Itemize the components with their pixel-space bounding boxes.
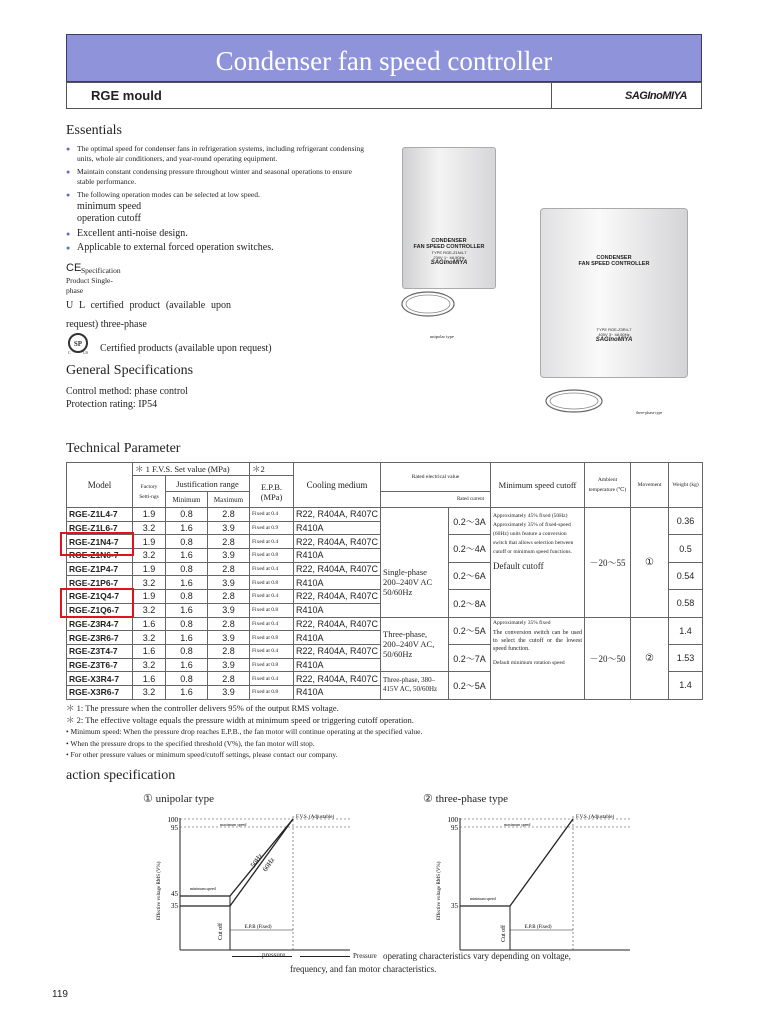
min-speed-label: minimum speed	[190, 886, 216, 891]
cell-model: RGE-X3R4-7	[67, 672, 133, 686]
cell-max: 3.9	[208, 685, 250, 699]
cutoff-label: Cut off	[501, 924, 507, 942]
min-speed-label: minimum speed	[470, 896, 496, 901]
max-speed-label: maximum speed	[504, 822, 531, 827]
cell-medium: R410A	[294, 631, 381, 645]
min-speed-note: Approximately 45% fixed (50Hz) Approximately 35% of fixed-speed (60Hz) units feature a conversion switch that allows selection between cutoff or minimum speed functions.	[493, 513, 574, 555]
action-spec-heading: action specification	[66, 768, 176, 783]
cell-model: RGE-Z1P4-7	[67, 562, 133, 576]
cell-min: 1.6	[166, 549, 208, 563]
curve-60hz	[180, 819, 293, 906]
cell-voltage-single: Single-phase 200–240V AC 50/60Hz	[381, 508, 449, 618]
cell-max: 2.8	[208, 617, 250, 631]
cell-min: 0.8	[166, 508, 208, 522]
cell-weight: 0.36	[669, 508, 703, 535]
cell-epb: Fixed at 0.4	[250, 508, 294, 522]
cell-medium: R22, R404A, R407C	[294, 644, 381, 658]
cell-model: RGE-Z1N4-7	[67, 535, 133, 549]
highlight-box	[60, 588, 134, 618]
photo-label: 230V 1~ 4A 50Hz	[433, 255, 465, 260]
min-speed-note: Approximately 35% fixed	[493, 619, 551, 626]
min-speed-default: Default minimum rotation speed	[493, 659, 565, 666]
cell-max: 3.9	[208, 521, 250, 535]
cell-max: 3.9	[208, 549, 250, 563]
highlight-box	[60, 532, 134, 556]
cell-model: RGE-Z1Q6-7	[67, 603, 133, 617]
cell-max: 2.8	[208, 535, 250, 549]
mode-minimum-speed: minimum speed	[77, 201, 142, 212]
photo-label: CONDENSER	[596, 255, 632, 261]
cell-current: 0.2～8A	[449, 590, 491, 617]
page-title: Condenser fan speed controller	[66, 34, 702, 82]
ce-text: Specification Product Single-phase	[66, 266, 121, 295]
cell-medium: R22, R404A, R407C	[294, 672, 381, 686]
min-speed-note: The conversion switch can be used to select the cutoff or the lowest speed function.	[493, 629, 583, 652]
cell-factory: 1.9	[133, 508, 166, 522]
cell-epb: Fixed at 0.4	[250, 590, 294, 604]
cell-factory: 1.9	[133, 590, 166, 604]
cell-min: 0.8	[166, 644, 208, 658]
note-3: • Minimum speed: When the pressure drop reaches E.P.B., the fan motor will continue operating at the specified value.	[66, 727, 423, 737]
cell-min: 0.8	[166, 590, 208, 604]
page-number: 119	[52, 989, 68, 1000]
cell-medium: R22, R404A, R407C	[294, 590, 381, 604]
y-tick: 45	[171, 890, 178, 898]
cell-min-speed-single	[491, 508, 585, 618]
photo-label: TYPE RGE-Z1N4-7	[431, 250, 467, 255]
y-tick: 35	[451, 902, 458, 910]
cell-model: RGE-Z1L6-7	[67, 521, 133, 535]
cell-weight: 1.53	[669, 644, 703, 671]
curve-label-50hz: 50Hz	[249, 852, 265, 870]
csa-logo-icon	[66, 331, 90, 355]
cell-factory: 3.2	[133, 603, 166, 617]
svg-text:C: C	[68, 350, 71, 355]
control-method: Control method: phase control	[66, 386, 188, 397]
brand-logo: SAGInoMIYA	[624, 90, 687, 102]
col-epb-star: ＊2	[250, 463, 294, 476]
table-row	[67, 617, 703, 631]
y-tick: 95	[171, 824, 178, 832]
col-weight: Weight (kg)	[669, 463, 703, 508]
cell-factory: 3.2	[133, 631, 166, 645]
svg-text:SP: SP	[73, 340, 83, 348]
photo-caption: three-phase type	[636, 410, 663, 415]
three-phase-controller-photo	[540, 208, 688, 378]
curve-label-60hz: 60Hz	[261, 856, 277, 874]
col-maximum: Maximum	[208, 492, 250, 508]
note-2: ＊ 2: The effective voltage equals the pressure width at minimum speed or triggering cutoff operation.	[66, 714, 414, 725]
cell-factory: 3.2	[133, 549, 166, 563]
col-epb: E.P.B. (MPa)	[250, 476, 294, 508]
col-cooling: Cooling medium	[294, 463, 381, 508]
essentials-list	[66, 144, 366, 200]
essentials-list-large	[66, 227, 366, 255]
cell-factory: 1.6	[133, 672, 166, 686]
col-min-speed: Minimum speed cutoff	[491, 463, 585, 508]
cell-model: RGE-X3R6-7	[67, 685, 133, 699]
notes	[66, 703, 706, 761]
cell-min-speed-three	[491, 617, 585, 699]
cell-epb: Fixed at 0.8	[250, 631, 294, 645]
cell-weight: 0.58	[669, 590, 703, 617]
photo-label: TYPE RGE-Z3R4-7	[596, 327, 632, 332]
capillary-tube-icon	[396, 286, 466, 326]
divider	[551, 83, 552, 108]
cell-factory: 1.6	[133, 617, 166, 631]
cell-medium: R410A	[294, 521, 381, 535]
unipolar-characteristic-graph	[150, 810, 370, 958]
cell-model: RGE-Z3R4-7	[67, 617, 133, 631]
photo-brand: SAGInoMIYA	[430, 260, 468, 266]
cell-model: RGE-Z1Q4-7	[67, 590, 133, 604]
fvs-label: F.V.S. (Adjustable)	[576, 815, 615, 820]
cell-epb: Fixed at 0.4	[250, 562, 294, 576]
cell-movement: ①	[631, 508, 669, 618]
y-tick: 95	[451, 824, 458, 832]
pressure-axis-label: pressure	[262, 951, 286, 959]
cell-medium: R410A	[294, 685, 381, 699]
operating-note: operating characteristics vary depending on voltage,	[383, 951, 571, 961]
cell-medium: R410A	[294, 576, 381, 590]
col-minimum: Minimum	[166, 492, 208, 508]
cell-model: RGE-Z1L4-7	[67, 508, 133, 522]
cell-medium: R22, R404A, R407C	[294, 508, 381, 522]
ce-mark-icon: CE	[66, 262, 82, 274]
y-tick: 100	[447, 816, 458, 824]
essentials-heading: Essentials	[66, 123, 122, 138]
list-item: ● The optimal speed for condenser fans in refrigeration systems, including refrigerant condensing units, whole air conditioners, and year-round operating equipment.	[66, 144, 366, 164]
photo-brand: SAGInoMIYA	[595, 337, 633, 343]
y-axis-label: Effective voltage RMS (V%)	[157, 861, 162, 920]
cell-weight: 1.4	[669, 617, 703, 644]
protection-rating: Protection rating: IP54	[66, 399, 158, 410]
cell-medium: R22, R404A, R407C	[294, 535, 381, 549]
photo-label: FAN SPEED CONTROLLER	[413, 244, 485, 250]
photo-label: FAN SPEED CONTROLLER	[578, 261, 650, 267]
min-speed-default: Default cutoff	[493, 561, 544, 571]
general-spec-heading: General Specifications	[66, 363, 194, 378]
three-phase-characteristic-graph	[430, 810, 650, 958]
note-4: • When the pressure drops to the specified threshold (V%), the fan motor will stop.	[66, 738, 315, 748]
cell-epb: Fixed at 0.4	[250, 672, 294, 686]
cell-model: RGE-Z3T4-7	[67, 644, 133, 658]
y-tick: 35	[171, 902, 178, 910]
photo-label: 400V 3~ 4A 50Hz	[598, 332, 630, 337]
subtitle-bar	[66, 82, 702, 109]
cell-min: 1.6	[166, 521, 208, 535]
cell-factory: 3.2	[133, 658, 166, 672]
tech-param-heading: Technical Parameter	[66, 441, 181, 456]
cell-current: 0.2～5A	[449, 617, 491, 644]
col-fvs: ＊ 1 F.V.S. Set value (MPa)	[133, 463, 250, 476]
cell-current: 0.2～7A	[449, 644, 491, 671]
cell-medium: R410A	[294, 658, 381, 672]
cell-max: 2.8	[208, 562, 250, 576]
cell-weight: 0.54	[669, 562, 703, 589]
cell-ambient: －20～50	[585, 617, 631, 699]
tech-param-table	[66, 462, 703, 700]
col-factory: Factory Setti-ngs	[133, 476, 166, 508]
max-speed-label: maximum speed	[220, 822, 247, 827]
cell-min: 0.8	[166, 672, 208, 686]
cell-ambient: －20～55	[585, 508, 631, 618]
cell-max: 2.8	[208, 508, 250, 522]
fvs-label: F.V.S. (Adjustable)	[296, 815, 335, 820]
cell-current: 0.2～5A	[449, 672, 491, 699]
cell-factory: 1.9	[133, 562, 166, 576]
cutoff-label: Cut off	[218, 922, 224, 940]
svg-text:US: US	[83, 350, 89, 355]
note-5: • For other pressure values or minimum speed/cutoff settings, please contact our company.	[66, 750, 338, 760]
cell-medium: R410A	[294, 549, 381, 563]
cell-epb: Fixed at 0.4	[250, 535, 294, 549]
cell-medium: R410A	[294, 603, 381, 617]
cell-factory: 1.9	[133, 535, 166, 549]
cell-min: 0.8	[166, 535, 208, 549]
csa-text: Certified products (available upon request)	[100, 343, 272, 354]
cell-model: RGE-Z1P6-7	[67, 576, 133, 590]
cell-max: 2.8	[208, 672, 250, 686]
cell-weight: 1.4	[669, 672, 703, 699]
list-item: ● The following operation modes can be selected at low speed.	[66, 190, 366, 200]
cell-factory: 3.2	[133, 685, 166, 699]
cell-medium: R22, R404A, R407C	[294, 617, 381, 631]
list-item: ● Maintain constant condensing pressure throughout winter and seasonal operations to ensure stable performance.	[66, 167, 366, 187]
list-item: ● Applicable to external forced operation switches.	[66, 241, 366, 255]
cell-epb: Fixed at 0.8	[250, 658, 294, 672]
cell-model: RGE-Z1N6-7	[67, 549, 133, 563]
unipolar-title: ① unipolar type	[143, 793, 214, 805]
cell-epb: Fixed at 0.8	[250, 603, 294, 617]
col-model: Model	[67, 463, 133, 508]
cell-max: 3.9	[208, 603, 250, 617]
cell-max: 3.9	[208, 631, 250, 645]
cell-voltage-three-200: Three-phase, 200–240V AC, 50/60Hz	[381, 617, 449, 672]
cell-factory: 3.2	[133, 576, 166, 590]
cell-factory: 3.2	[133, 521, 166, 535]
list-item: ● Excellent anti-noise design.	[66, 227, 366, 241]
cell-min: 1.6	[166, 631, 208, 645]
cell-min: 1.6	[166, 685, 208, 699]
cell-current: 0.2～3A	[449, 508, 491, 535]
ul-text: U L certified product (available upon request) three-phase	[66, 300, 231, 330]
col-ambient: Ambient temperature (℃)	[585, 463, 631, 508]
cell-max: 2.8	[208, 644, 250, 658]
photo-caption: unipolar type	[430, 334, 454, 339]
cell-min: 1.6	[166, 603, 208, 617]
col-movement: Movement	[631, 463, 669, 508]
cell-factory: 1.6	[133, 644, 166, 658]
cell-weight: 0.5	[669, 535, 703, 562]
cell-epb: Fixed at 0.8	[250, 685, 294, 699]
cell-min: 1.6	[166, 576, 208, 590]
y-axis-label: Effective voltage RMS (V%)	[437, 861, 442, 920]
table-row	[67, 508, 703, 522]
cell-movement: ②	[631, 617, 669, 699]
cell-voltage-three-380: Three-phase, 380–415V AC, 50/60Hz	[381, 672, 449, 699]
cell-min: 1.6	[166, 658, 208, 672]
cell-max: 2.8	[208, 590, 250, 604]
col-rated-current: Rated current	[381, 492, 491, 508]
col-rated-voltage: Rated electrical value	[381, 463, 491, 492]
cell-model: RGE-Z3T6-7	[67, 658, 133, 672]
operating-note-2: frequency, and fan motor characteristics.	[290, 964, 437, 974]
cell-current: 0.2～4A	[449, 535, 491, 562]
cell-epb: Fixed at 0.4	[250, 644, 294, 658]
note-1: ＊ 1: The pressure when the controller delivers 95% of the output RMS voltage.	[66, 703, 339, 713]
curve-50hz	[180, 819, 293, 896]
photo-label: CONDENSER	[431, 238, 467, 244]
cell-epb: Fixed at 0.8	[250, 576, 294, 590]
pressure-label: Pressure	[353, 952, 377, 960]
cell-max: 3.9	[208, 658, 250, 672]
curve	[460, 819, 573, 906]
epb-label: E.P.B (Fixed)	[524, 925, 552, 930]
cell-max: 3.9	[208, 576, 250, 590]
col-justification: Justification range	[166, 476, 250, 492]
cell-min: 0.8	[166, 562, 208, 576]
mode-operation-cutoff: operation cutoff	[77, 213, 141, 224]
unipolar-controller-photo	[402, 147, 496, 289]
y-tick: 100	[167, 816, 178, 824]
cell-min: 0.8	[166, 617, 208, 631]
cell-epb: Fixed at 0.8	[250, 549, 294, 563]
capillary-tube-icon	[540, 384, 610, 418]
cell-epb: Fixed at 0.4	[250, 617, 294, 631]
pressure-arrow	[300, 956, 350, 957]
cell-model: RGE-Z3R6-7	[67, 631, 133, 645]
subtitle: RGE mould	[91, 88, 162, 103]
cell-current: 0.2～6A	[449, 562, 491, 589]
epb-label: E.P.B (Fixed)	[244, 925, 272, 930]
cell-medium: R22, R404A, R407C	[294, 562, 381, 576]
cell-epb: Fixed at 0.9	[250, 521, 294, 535]
three-phase-title: ② three-phase type	[423, 793, 508, 805]
